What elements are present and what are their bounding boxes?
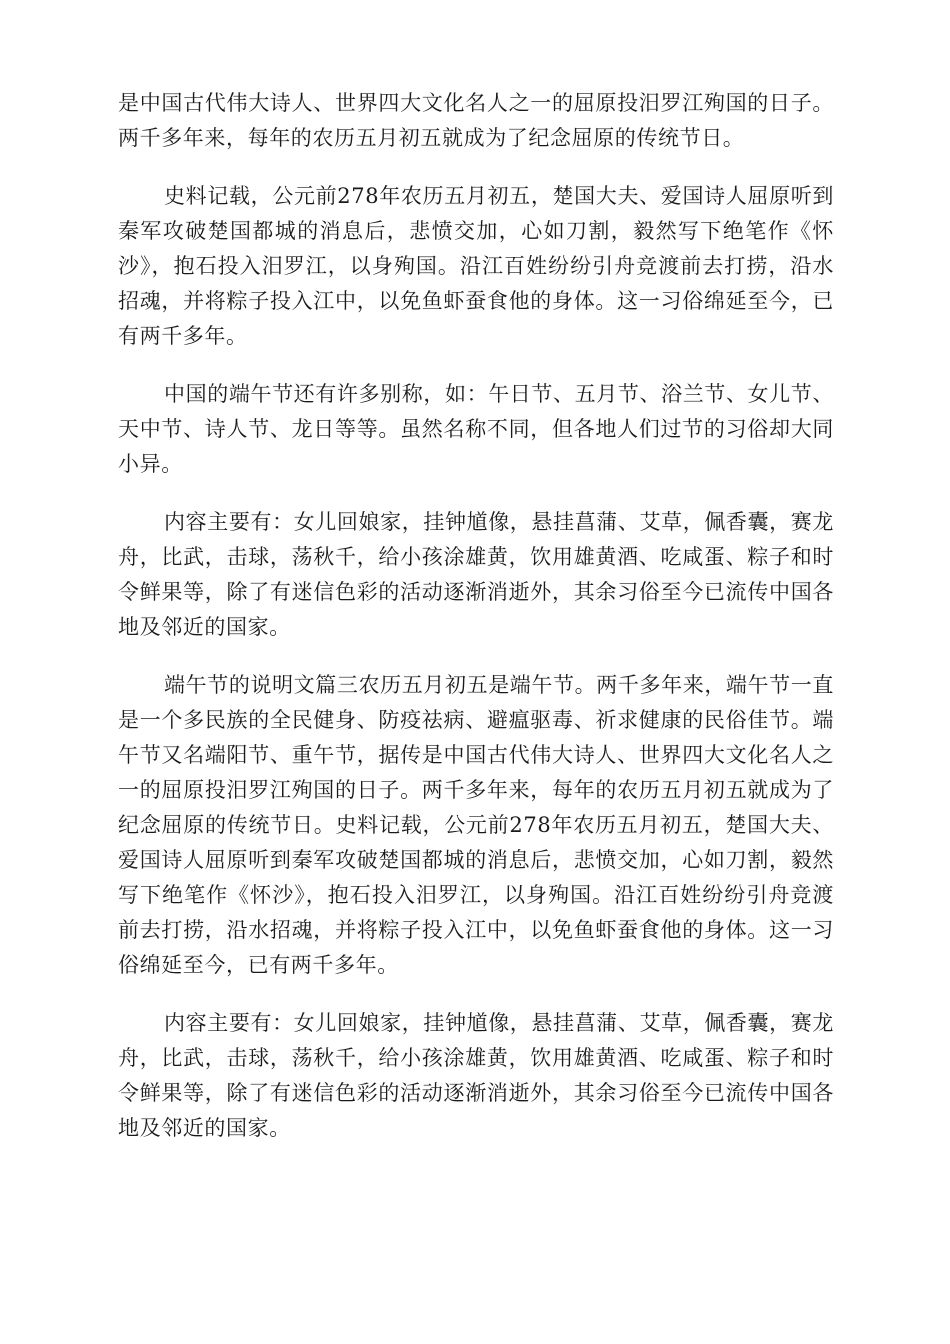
paragraph-3: 中国的端午节还有许多别称，如：午日节、五月节、浴兰节、女儿节、天中节、诗人节、龙日等等。虽然名称不同，但各地人们过节的习俗却大同小异。 — [118, 382, 834, 476]
paragraph-5: 端午节的说明文篇三农历五月初五是端午节。两千多年来，端午节一直是一个多民族的全民健身、防疫祛病、避瘟驱毒、祈求健康的民俗佳节。端午节又名端阳节、重午节，据传是中国古代伟大诗人、世界四大文化名人之一的屈原投汨罗江殉国的日子。两千多年来，每年的农历五月初五就成为了纪念屈原的传统节日。史料记载，公元前278年农历五月初五，楚国大夫、爱国诗人屈原听到秦军攻破楚国都城的消息后，悲愤交加，心如刀割，毅然写下绝笔作《怀沙》，抱石投入汨罗江，以身殉国。沿江百姓纷纷引舟竞渡前去打捞，沿水招魂，并将粽子投入江中，以免鱼虾蚕食他的身体。这一习俗绵延至今，已有两千多年。 — [118, 673, 834, 977]
paragraph-4: 内容主要有：女儿回娘家，挂钟馗像，悬挂菖蒲、艾草，佩香囊，赛龙舟，比武，击球，荡秋千，给小孩涂雄黄，饮用雄黄酒、吃咸蛋、粽子和时令鲜果等，除了有迷信色彩的活动逐渐消逝外，其余习俗至今已流传中国各地及邻近的国家。 — [118, 510, 834, 639]
paragraph-6: 内容主要有：女儿回娘家，挂钟馗像，悬挂菖蒲、艾草，佩香囊，赛龙舟，比武，击球，荡秋千，给小孩涂雄黄，饮用雄黄酒、吃咸蛋、粽子和时令鲜果等，除了有迷信色彩的活动逐渐消逝外，其余习俗至今已流传中国各地及邻近的国家。 — [118, 1011, 834, 1140]
paragraph-2: 史料记载，公元前278年农历五月初五，楚国大夫、爱国诗人屈原听到秦军攻破楚国都城的消息后，悲愤交加，心如刀割，毅然写下绝笔作《怀沙》，抱石投入汨罗江，以身殉国。沿江百姓纷纷引舟竞渡前去打捞，沿水招魂，并将粽子投入江中，以免鱼虾蚕食他的身体。这一习俗绵延至今，已有两千多年。 — [118, 184, 834, 348]
document-body — [118, 86, 834, 1169]
paragraph-1: 是中国古代伟大诗人、世界四大文化名人之一的屈原投汨罗江殉国的日子。两千多年来，每年的农历五月初五就成为了纪念屈原的传统节日。 — [118, 91, 834, 150]
